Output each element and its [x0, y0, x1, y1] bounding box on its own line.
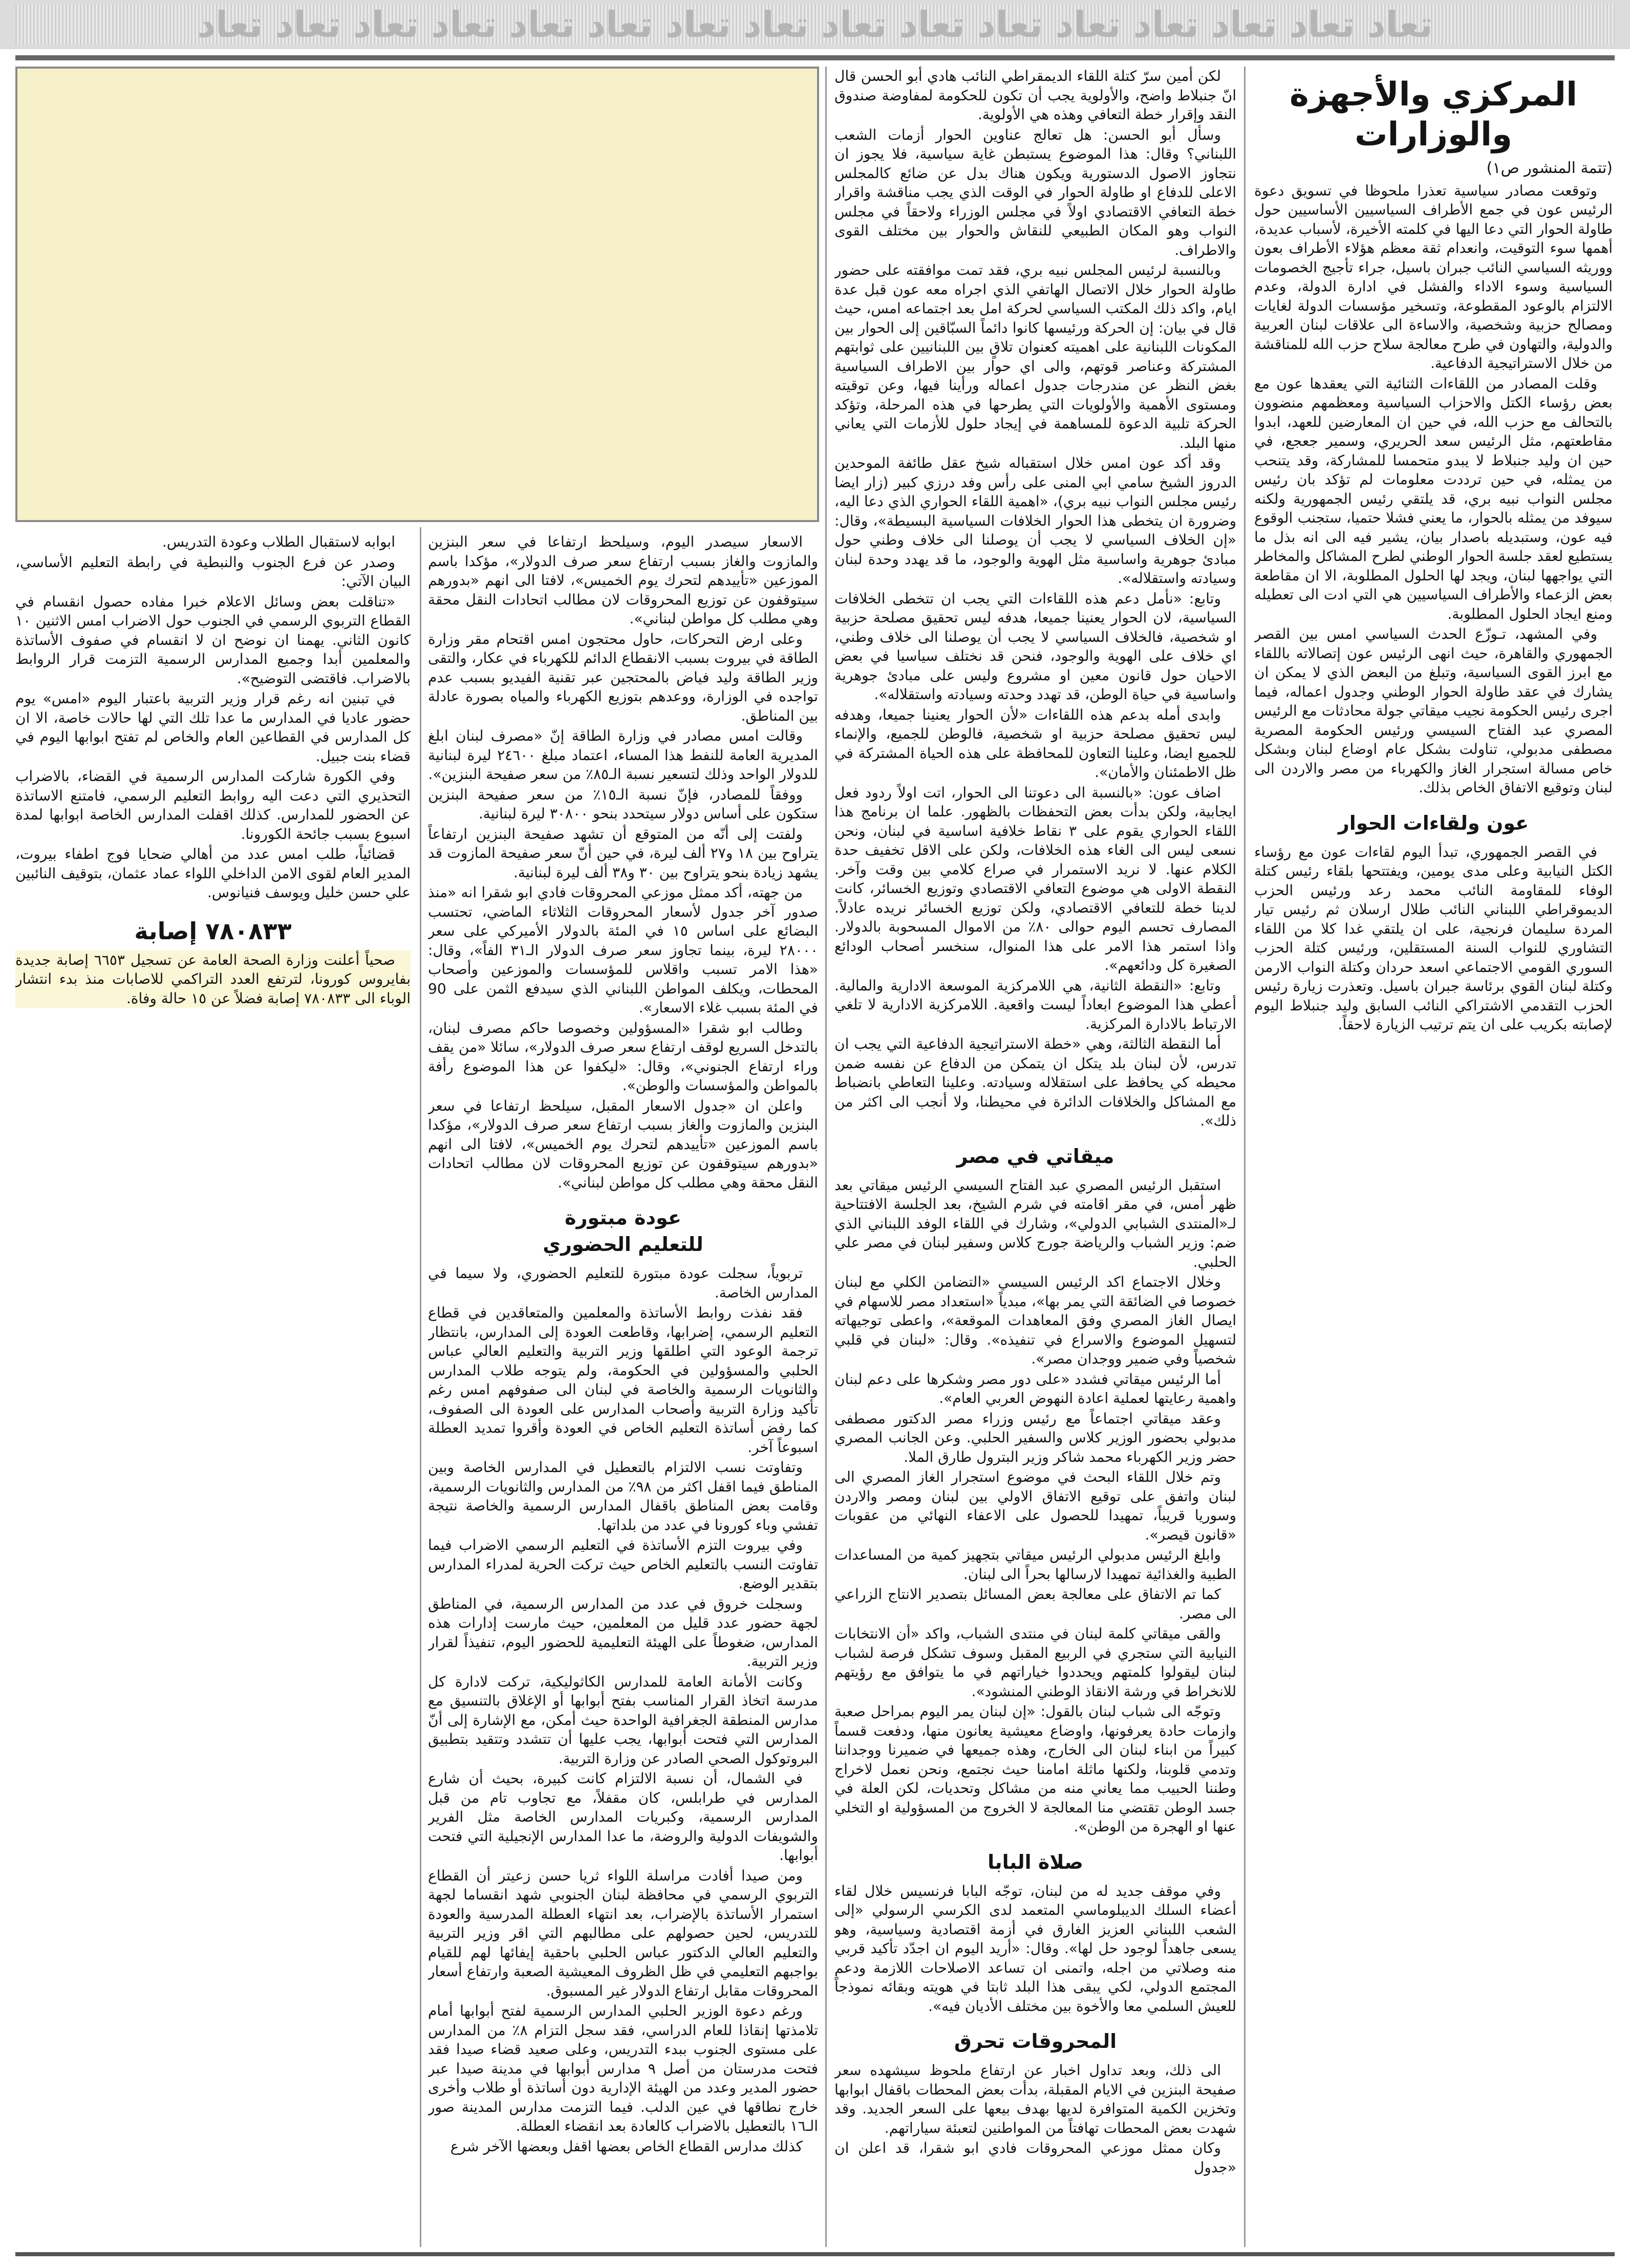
paragraph: وكانت الأمانة العامة للمدارس الكاثوليكية، تركت لادارة كل مدرسة اتخاذ القرار المناسب بفتح أبوابها أو الإغلاق بالتنسيق مع مدارس المنطقة الجغرافية الواحدة حيث أمكن، مع الإشارة إلى أنّ المدارس التي فتحت أبوابها، يجب عليها أن تتشدد وتتقيد بتطبيق البروتوكول الصحي الصادر عن وزارة التربية. [428, 1673, 818, 1767]
masthead [0, 0, 1630, 49]
paragraph: استقبل الرئيس المصري عبد الفتاح السيسي الرئيس ميقاتي بعد ظهر أمس، في مقر اقامته في شرم الشيخ، بعد الجلسة الافتتاحية لـ«المنتدى الشبابي الدولي»، وشارك في اللقاء الوفد اللبناني الذي ضم: وزير الشباب والرياضة جورج كلاس وسفير لبنان في مصر علي الحلبي. [834, 1176, 1236, 1270]
covid-count-heading: ٧٨٠٨٣٣ إصابة [134, 917, 292, 945]
paragraph: اضاف عون: «بالنسبة الى دعوتنا الى الحوار، اتت اولاً ردود فعل ايجابية، ولكن بدأت بعض التحفظات بالظهور. علما ان برنامج هذا اللقاء الحواري يقوم على ٣ نقاط خلافية اساسية في لبنان، ونحن نسعى ليس الى الغاء هذه الخلافات، ولكن على الاقل تخفيف حدة الكلام عنها. لا نريد الاستمرار في صراع كلامي بين وقت وآخر. النقطة الاولى هي موضوع التعافي الاقتصادي وتوزيع الخسائر، كانت لدينا خطة للتعافي الاقتصادي، ولكن توزيع الخسائر نريده عادلاً. المصارف تحسم اليوم حوالى ٨٠٪ من الاموال المسحوبة بالدولار. واذا استمر هذا الامر على هذا المنوال، سنخسر أصحاب الودائع الصغيرة كل ودائعهم». [834, 784, 1236, 974]
paragraph: وطالب ابو شقرا «المسؤولين وخصوصا حاكم مصرف لبنان، بالتدخل السريع لوقف ارتفاع سعر صرف الدولار»، سائلا «من يقف وراء ارتفاع الجنوني»، وقال: «ليكفوا عن هذا الموضوع رأفة بالمواطن والمؤسسات والوطن». [428, 1019, 818, 1094]
paragraph: قضائياً، طلب امس عدد من أهالي ضحايا فوج اطفاء بيروت، المدير العام لقوى الامن الداخلي اللواء عماد عثمان، بتوقيف النائبين علي حسن خليل ويوسف فنيانوس. [15, 846, 411, 901]
paragraph: وسأل أبو الحسن: هل تعالج عناوين الحوار أزمات الشعب اللبناني؟ وقال: هذا الموضوع يستبطن غاية سياسية، فلا يجوز ان نتجاوز الاصول الدستورية ويكون هناك بدل عن ضائع كالمجلس الاعلى للدفاع او طاولة الحوار في الوقت الذي يجب مناقشة واقرار خطة التعافي الاقتصادي اولاً في مجلس الوزراء ولاحقاً في مجلس النواب وهو المكان الطبيعي للنقاش والحوار بين مختلف القوى والاطراف. [834, 126, 1236, 258]
paragraph: والقى ميقاتي كلمة لبنان في منتدى الشباب، واكد «أن الانتخابات النيابية التي ستجري في الربيع المقبل وسوف تشكل فرصة لشباب لبنان ليقولوا كلمتهم ويحددوا خياراتهم في ما يتوافق مع رؤيتهم للانخراط في ورشة الانقاذ الوطني المنشود». [834, 1625, 1236, 1700]
column-1 [1254, 67, 1613, 1065]
paragraph: وخلال الاجتماع اكد الرئيس السيسي «التضامن الكلي مع لبنان خصوصا في الضائقة التي يمر بها»، مبدياً «استعداد مصر للاسهام في ايصال الغاز المصري وفق المعاهدات الموقعة»، واعطى توجيهاته لتسهيل الموضوع والاسراع في تنفيذه». وقال: «لبنان في قلبي شخصياً وفي ضمير ووجدان مصر». [834, 1273, 1236, 1367]
paragraph: لكن أمين سرّ كتلة اللقاء الديمقراطي النائب هادي أبو الحسن قال انّ جنبلاط واضح، والأولوية يجب أن تكون للحكومة لمفاوضة صندوق النقد وإقرار خطة التعافي وهذه هي الأولوية. [834, 68, 1236, 123]
paragraph: وتوقعت مصادر سياسية تعذرا ملحوظا في تسويق دعوة الرئيس عون في جمع الأطراف السياسيين الأساسيين حول طاولة الحوار التي دعا اليها في كلمته الأخيرة، لأسباب عديدة، أهمها سوء التوقيت، وانعدام ثقة معظم هؤلاء الأطراف بعون ووريثه السياسي النائب جبران باسيل، جراء تأجيج الخصومات السياسية وسوء الاداء والفشل في ادارة الدولة، وعدم الالتزام بالوعود المقطوعة، وتسخير مؤسسات الدولة لغايات ومصالح حزبية وشخصية، والاساءة الى علاقات لبنان العربية والدولية، والتهاون في طرح معالجة سلاح حزب الله للمناقشة من خلال الاستراتيجية الدفاعية. [1254, 182, 1613, 372]
paragraph: وتم خلال اللقاء البحث في موضوع استجرار الغاز المصري الى لبنان واتفق على توقيع الاتفاق الاولي بين لبنان ومصر والاردن وسوريا قريباً، تمهيدا للحصول على الاعفاء النهائي من عقوبات «قانون قيصر». [834, 1468, 1236, 1543]
paragraph: وصدر عن فرع الجنوب والنبطية في رابطة التعليم الأساسي، البيان الآتي: [15, 553, 411, 590]
paragraph: وسجلت خروق في عدد من المدارس الرسمية، في المناطق لجهة حضور عدد قليل من المعلمين، حيث مارست إدارات هذه المدارس، ضغوطاً على الهيئة التعليمية للحضور اليوم، تنفيذاً لقرار وزير التربية. [428, 1595, 818, 1670]
photo-placeholder [15, 67, 819, 522]
top-rule [15, 55, 1615, 60]
paragraph: وكان ممثل موزعي المحروقات فادي ابو شقرا، قد اعلن ان «جدول [834, 2140, 1236, 2176]
column-4 [15, 532, 411, 1065]
article-headline: المركزي والأجهزة والوزارات [1290, 76, 1577, 154]
paragraph: واعلن ان «جدول الاسعار المقبل، سيلحظ ارتفاعا في سعر البنزين والمازوت والغاز بسبب ارتفاع سعر صرف الدولار»، مؤكدا باسم الموزعين «تأييدهم لتحرك يوم الخميس»، لافتا الى انهم «بدورهم سيتوقفون عن توزيع المحروقات لان مطالب اتحادات النقل محقة وهي مطلب كل مواطن لبناني». [428, 1097, 818, 1191]
paragraph: ولفتت إلى أنّه من المتوقع أن تشهد صفيحة البنزين ارتفاعاً يتراوح بين ١٨ و٢٧ ألف ليرة، في حين أنّ سعر صفيحة المازوت قد يشهد زيادة بنحو يتراوح بين ٣٠ و٣٨ ألف ليرة لبنانية. [428, 825, 818, 881]
paragraph: «تناقلت بعض وسائل الاعلام خبرا مفاده حصول انقسام في القطاع التربوي الرسمي في الجنوب حول الاضراب امس الاثنين ١٠ كانون الثاني. يهمنا ان نوضح ان لا انقسام في صفوف الأساتذة والمعلمين أبدا وجميع المدارس الرسمية التزمت قرار الروابط بالاضراب. فاقتضى التوضيح». [15, 593, 411, 687]
paragraph: من جهته، أكد ممثل موزعي المحروقات فادي ابو شقرا انه «منذ صدور آخر جدول لأسعار المحروقات الثلاثاء الماضي، تحتسب البضائع على اساس ١٥ في المئة بالدولار الأميركي على سعر ٢٨٠٠٠ ليرة، بينما تجاوز سعر صرف الدولار الـ٣١ الفاً»، وقال: «هذا الامر تسبب واقلاس للمؤسسات والموزعين وأصحاب المحطات، ويكلف المواطن اللبناني الذي سيدفع الثمن على 90 في المئة بسبب غلاء الاسعار». [428, 884, 818, 1016]
paragraph: وتوجّه الى شباب لبنان بالقول: «إن لبنان يمر اليوم بمراحل صعبة وازمات حادة يعرفونها، واوضاع معيشية يعانون منها، ودفعت قسماً كبيراً من ابناء لبنان الى الخارج، وهذه جميعها في ضميرنا ووجداننا وتدمي قلوبنا، ولكنها ماثلة امامنا حيث نجتمع، ونحن نعمل لاخراج وطننا الحبيب مما يعاني منه من مشاكل وتحديات، لكن العلة في جسد الوطن تقتضي منا المعالجة لا الخروج من المسؤولية او التخلي عنها او الهجرة من الوطن». [834, 1703, 1236, 1835]
paragraph: في تبنين انه رغم قرار وزير التربية باعتبار اليوم «امس» يوم حضور عاديا في المدارس ما عدا تلك التي لها حالات خاصة، الا ان كل المدارس في القطاعين العام والخاص لم تفتح ابوابها اليوم في قضاء بنت جبيل. [15, 690, 411, 765]
paragraph: ومن صيدا أفادت مراسلة اللواء ثريا حسن زعيتر أن القطاع التربوي الرسمي في محافظة لبنان الجنوبي شهد انقساما لجهة استمرار الأساتذة بالإضراب، بعد انتهاء العطلة المدرسية والعودة للتدريس، لحين حصولهم على مطالبهم التي اقر وزير التربية والتعليم العالي الدكتور عباس الحلبي باحقية إيفائها لهم للقيام بواجبهم التعليمي في ظل الظروف المعيشية الصعبة وارتفاع أسعار المحروقات مقابل ارتفاع الدولار غير المسبوق. [428, 1867, 818, 1999]
subheading: المحروقات تحرق [954, 2030, 1117, 2053]
paragraph: الاسعار سيصدر اليوم، وسيلحظ ارتفاعا في سعر البنزين والمازوت والغاز بسبب ارتفاع سعر صرف الدولار»، مؤكدا باسم الموزعين «تأييدهم لتحرك يوم الخميس»، لافتا الى انهم «بدورهم سيتوقفون عن توزيع المحروقات لان مطالب اتحادات النقل محقة وهي مطلب كل مواطن لبناني». [428, 533, 818, 627]
paragraph: وقلت المصادر من اللقاءات الثنائية التي يعقدها عون مع بعض رؤساء الكتل والاحزاب السياسية ومعظمهم منضوون بالتحالف مع حزب الله، في حين ان المعارضين للعهد، ابدوا مقاطعتهم، مثل الرئيس سعد الحريري، وسمير جعجع، في حين ان وليد جنبلاط لا يبدو متحمسا للمشاركة، وقد يتنحب من يمثله، في حين ترددت معلومات لم تؤكد بان رئيس مجلس النواب نبيه بري، قد يلتقي رئيس الجمهورية ولكنه سيوفد من يمثله بالحوار، ما يعني فشلا حتميا، ستجنب الوقوع فيه عون، وستبديله باصدار بيان، يشير فيه الى انه بذل ما يستطيع لعقد جلسة الحوار الوطني لطرح المشاكل والمخاطر التي يواجهها لبنان، ويجد لها الحلول المطلوبة، الا ان مقاطعة بعض الزعماء والأطراف السياسيين هي التي ادت الى تعطيله ومنع ايجاد الحلول المطلوبة. [1254, 375, 1613, 622]
paragraph: ابوابه لاستقبال الطلاب وعودة التدريس. [162, 533, 395, 550]
paragraph: وفي موقف جديد له من لبنان، توجّه البابا فرنسيس خلال لقاء أعضاء السلك الديبلوماسي المتعمد لدى الكرسي الرسولي «إلى الشعب اللبناني العزيز الغارق في أزمة اقتصادية وسياسية، وهو يسعى جاهداً لوجود حل لها». وقال: «أريد اليوم ان اجدّد تأكيد قربي منه وصلاتي من اجله، واتمنى ان تساعد الاصلاحات اللازمة ودعم المجتمع الدولي، لكي يبقى هذا البلد ثابتا في هويته وبقائه نموذجاً للعيش السلمي معا والأخوة بين مختلف الأديان فيه». [834, 1882, 1236, 2015]
column-3 [428, 532, 818, 2247]
paragraph: صحياً أعلنت وزارة الصحة العامة عن تسجيل ٦٦٥٣ إصابة جديدة بفايروس كورونا، لترتفع العدد التراكمي للاصابات منذ بدء انتشار الوباء الى ٧٨٠٨٣٣ إصابة فضلاً عن ١٥ حالة وفاة. [15, 951, 411, 1008]
subheading-line: عودة مبتورة [565, 1206, 681, 1229]
paragraph: وفي المشهد، تـوزّع الحدث السياسي امس بين القصر الجمهوري والقاهرة، حيث انهى الرئيس عون إتصالاته باللقاء مع ابرز القوى السياسية، وتبلغ من البعض الذي لا يمكن ان يشارك في عقد طاولة الحوار الوطني وجدول اعماله، فيما اجرى رئيس الحكومة نجيب ميقاتي جولة محادثات مع الرئيس المصري عبد الفتاح السيسي ورئيس الحكومة المصرية مصطفى مدبولي، تناولت بشكل عام اوضاع لبنان وبشكل خاص مسالة استجرار الغاز والكهرباء من مصر والاردن الى لبنان وتوقيع الاتفاق الخاص بذلك. [1254, 625, 1613, 796]
column-2 [834, 67, 1236, 2242]
column-divider [1244, 67, 1246, 2247]
paragraph: وابلغ الرئيس مدبولي الرئيس ميقاتي بتجهيز كمية من المساعدات الطبية والغذائية تمهيدا لارسالها بحراً الى لبنان. [834, 1546, 1236, 1583]
paragraph: وفي بيروت التزم الأساتذة في التعليم الرسمي الاضراب فيما تفاوتت النسب بالتعليم الخاص حيث تركت الحرية لمدراء المدارس بتقدير الوضع. [428, 1537, 818, 1592]
paragraph: وقد أكد عون امس خلال استقباله شيخ عقل طائفة الموحدين الدروز الشيخ سامي ابي المنى على رأس وفد درزي كبير (زار ايضا رئيس مجلس النواب نبيه بري)، «اهمية اللقاء الحواري الذي دعا اليه، وضرورة ان يتخطى هذا الحوار الخلافات السياسية البسيطة»، وقال: «إن الخلاف السياسي لا يجب أن يوصلنا الى خلاف وطني حول مبادئ جوهرية واساسية مثل الهوية والوجود، ما قد يهدد وحدة لبنان وسيادته واستقلاله». [834, 455, 1236, 587]
paragraph: ورغم دعوة الوزير الحلبي المدارس الرسمية لفتح أبوابها أمام تلامذتها إنقاذا للعام الدراسي، فقد سجل التزام ٨٪ من المدارس على مستوى الجنوب ببدء التدريس، وعلى صعيد قضاء صيدا فقد فتحت مدرستان من أصل ٩ مدارس أبوابها في مدينة صيدا عبر حضور المدير وعدد من الهيئة الإدارية دون أساتذة أو طلاب وأخرى خارج نطاقها في عين الدلب. فيما التزمت مدارس المدينة صور الـ١٦ بالتعطيل بالاضراب كالعادة بعد انقضاء العطلة. [428, 2002, 818, 2134]
paragraph: وفي الكورة شاركت المدارس الرسمية في القضاء، بالاضراب التحذيري التي دعت اليه روابط التعليم الرسمي، فامتنع الاساتذة عن الحضور للمدارس. كذلك اقفلت المدارس الخاصة ابوابها لمدة اسبوع بسبب جائحة الكورونا. [15, 768, 411, 843]
paragraph: وابدى أمله بدعم هذه اللقاءات «لأن الحوار يعنينا جميعا، وهدفه ليس تحقيق مصلحة حزبية او شخصية، فالوطن للجميع، والإنماء للجميع ايضا، وعلينا التعاون للمحافظة على هذه الحياة المشتركة في ظل الاطمئنان والأمان». [834, 706, 1236, 781]
column-divider [825, 67, 827, 2247]
subheading [428, 1204, 818, 1231]
paragraph: وتابع: «النقطة الثانية، هي اللامركزية الموسعة الادارية والمالية. أعطي هذا الموضوع ابعاداً ليست واقعية. اللامركزية الادارية لا تلغي الارتباط بالادارة المركزية. [834, 977, 1236, 1032]
paragraph: وعقد ميقاتي اجتماعاً مع رئيس وزراء مصر الدكتور مصطفى مدبولي بحضور الوزير كلاس والسفير الحلبي. وعن الجانب المصري حضر وزير الكهرباء محمد شاكر وزير البترول طارق الملا. [834, 1410, 1236, 1465]
paragraph: في القصر الجمهوري، تبدأ اليوم لقاءات عون مع رؤساء الكتل النيابية وعلى مدى يومين، ويفتتحها بلقاء رئيس كتلة الوفاء للمقاومة النائب محمد رعد ورئيس الحزب الديموقراطي اللبناني النائب طلال ارسلان ثم رئيس تيار المردة سليمان فرنجية، على ان يلتقي غدا كلا من اللقاء التشاوري للنواب السنة المستقلين، ورئيس كتلة الحزب السوري القومي الاجتماعي اسعد حردان وكتلة النواب الارمن وكتلة لبنان القوي برئاسة جبران باسيل. وتعذرت زيارة رئيس الحزب التقدمي الاشتراكي النائب السابق وليد جنبلاط اليوم لإصابته بكريب على ان يتم ترتيب الزيارة لاحقاً. [1254, 843, 1613, 1033]
subheading: صلاة البابا [988, 1850, 1083, 1873]
paragraph: وتابع: «نأمل دعم هذه اللقاءات التي يجب ان تتخطى الخلافات السياسية، لان الحوار يعنينا جميعا، هدفه ليس تحقيق مصلحة حزبية او شخصية، فالخلاف السياسي لا يجب أن يوصلنا الى خلاف وطني، اي خلاف على الهوية والوجود، فنحن قد نختلف سياسيا في بعض الاحيان حول قانون معين او مشروع وليس على مبادئ جوهرية واساسية في حياة الوطن، قد تهدد وحدته وسيادته واستقلاله». [834, 590, 1236, 703]
subheading: عون ولقاءات الحوار [1338, 811, 1529, 834]
bottom-rule [15, 2252, 1615, 2256]
paragraph: فقد نفذت روابط الأساتذة والمعلمين والمتعاقدين في قطاع التعليم الرسمي، إضرابها، وقاطعت العودة إلى المدارس، بانتظار ترجمة الوعود التي اطلقها وزير التربية والتعليم العالي عباس الحلبي والمسؤولين في الحكومة، ولم يتوجه طلاب المدارس والثانويات الرسمية والخاصة في لبنان الى صفوفهم امس رغم تأكيد وزارة التربية وأصحاب المدارس على العودة الى الصفوف، كما رفض أساتذة التعليم الخاص في العودة وأقروا تمديد العطلة اسبوعاً آخر. [428, 1304, 818, 1456]
paragraph: وتفاوتت نسب الالتزام بالتعطيل في المدارس الخاصة وبين المناطق فيما اقفل اكثر من ٩٨٪ من المدارس والثانويات الرسمية، وقامت بعض المناطق باقفال المدارس الرسمية والخاصة نتيجة تفشي وباء كورونا في عدد من بلداتها. [428, 1459, 818, 1533]
subheading-line: للتعليم الحضوري [543, 1233, 703, 1256]
paragraph: الى ذلك، وبعد تداول اخبار عن ارتفاع ملحوظ سيشهده سعر صفيحة البنزين في الايام المقبلة، بدأت بعض المحطات باقفال ابوابها وتخزين الكمية المتوافرة لديها بهدف بيعها على السعر الجديد. وقد شهدت بعض المحطات تهافتاً من المواطنين لتعبئة سياراتهم. [834, 2062, 1236, 2136]
paragraph: ووفقاً للمصادر، فإنّ نسبة الـ١٥٪ من سعر صفيحة البنزين ستكون على أساس دولار سيتحدد بنحو ٣٠٨٠٠ ليرة لبنانية. [428, 786, 818, 822]
paragraph: أما النقطة الثالثة، وهي «خطة الاستراتيجية الدفاعية التي يجب ان تدرس، لأن لبنان بلد يتكل ان يتمكن من الدفاع عن نفسه ضمن محيطه كي يحافظ على استقلاله وسيادته. وعلينا التعاطي بانضباط مع المشاكل والخلافات الدائرة في محيطنا، ولا أنجب الى اكثر من ذلك». [834, 1035, 1236, 1129]
column-divider [420, 527, 421, 2247]
paragraph: وقالت امس مصادر في وزارة الطاقة إنّ «مصرف لبنان ابلغ المديرية العامة للنفط هذا المساء، اعتماد مبلغ ٢٤٦٠٠ ليرة لبنانية للدولار الواحد وذلك لتسعير نسبة الـ٨٥٪ من سعر صفيحة البنزين». [428, 727, 818, 783]
paragraph: وبالنسبة لرئيس المجلس نبيه بري، فقد تمت موافقته على حضور طاولة الحوار خلال الاتصال الهاتفي الذي اجراه معه عون قبل عدة ايام، واكد ذلك المكتب السياسي لحركة امل بعد اجتماعه امس، حيث قال في بيان: إن الحركة ورئيسها كانوا دائماً السبّاقين إلى الحوار بين المكونات اللبنانية على اهميته كعنوان تلاقٍ بين اللبنانيين على ثوابتهم المشتركة وعناصر قوتهم، والى اي حوار بين الاطراف السياسية بغض النظر عن مندرجات جدول اعماله ورأينا فيها، وعن توقيته ومستوى الأهمية والأولويات التي يطرحها في هذه المرحلة، وتؤكد الحركة تلبية الدعوة للمساهمة في إيجاد حلول للأزمات التي يعاني منها البلد. [834, 262, 1236, 451]
paragraph: وعلى ارض التحركات، حاول محتجون امس اقتحام مقر وزارة الطاقة في بيروت بسبب الانقطاع الدائم للكهرباء في عكار، والتقى وزير الطاقة وليد فياض بالمحتجين عبر تقنية الفيديو بسبب عدم تواجده في الوزارة، ووعدهم بتوزيع الكهرباء والمياه بصورة عادلة بين المناطق. [428, 630, 818, 724]
paragraph: في الشمال، أن نسبة الالتزام كانت كبيرة، بحيث أن شارع المدارس في طرابلس، كان مقفلاً، مع تجاوب تام من قبل المدارس الرسمية، وكبريات المدارس الخاصة مثل الفرير والشويفات الدولية والروضة، ما عدا المدارس الإنجيلية التي فتحت أبوابها. [428, 1770, 818, 1864]
continued-note: (تتمة المنشور ص١) [1486, 159, 1613, 177]
paragraph: أما الرئيس ميقاتي فشدد «على دور مصر وشكرها على دعم لبنان واهمية رعايتها لعملية اعادة النهوض العربي العام». [834, 1370, 1236, 1407]
subheading [428, 1231, 818, 1258]
paragraph: كذلك مدارس القطاع الخاص بعضها اقفل وبعضها الآخر شرع [450, 2137, 803, 2155]
masthead-band: تعاد تعاد تعاد تعاد تعاد تعاد تعاد تعاد تعاد تعاد تعاد تعاد تعاد تعاد تعاد تعاد [15, 4, 1615, 45]
paragraph: كما تم الاتفاق على معالجة بعض المسائل بتصدير الانتاج الزراعي الى مصر. [834, 1586, 1236, 1622]
paragraph: تربوياً، سجلت عودة مبتورة للتعليم الحضوري، ولا سيما في المدارس الخاصة. [428, 1265, 818, 1301]
subheading: ميقاتي في مصر [956, 1144, 1114, 1168]
